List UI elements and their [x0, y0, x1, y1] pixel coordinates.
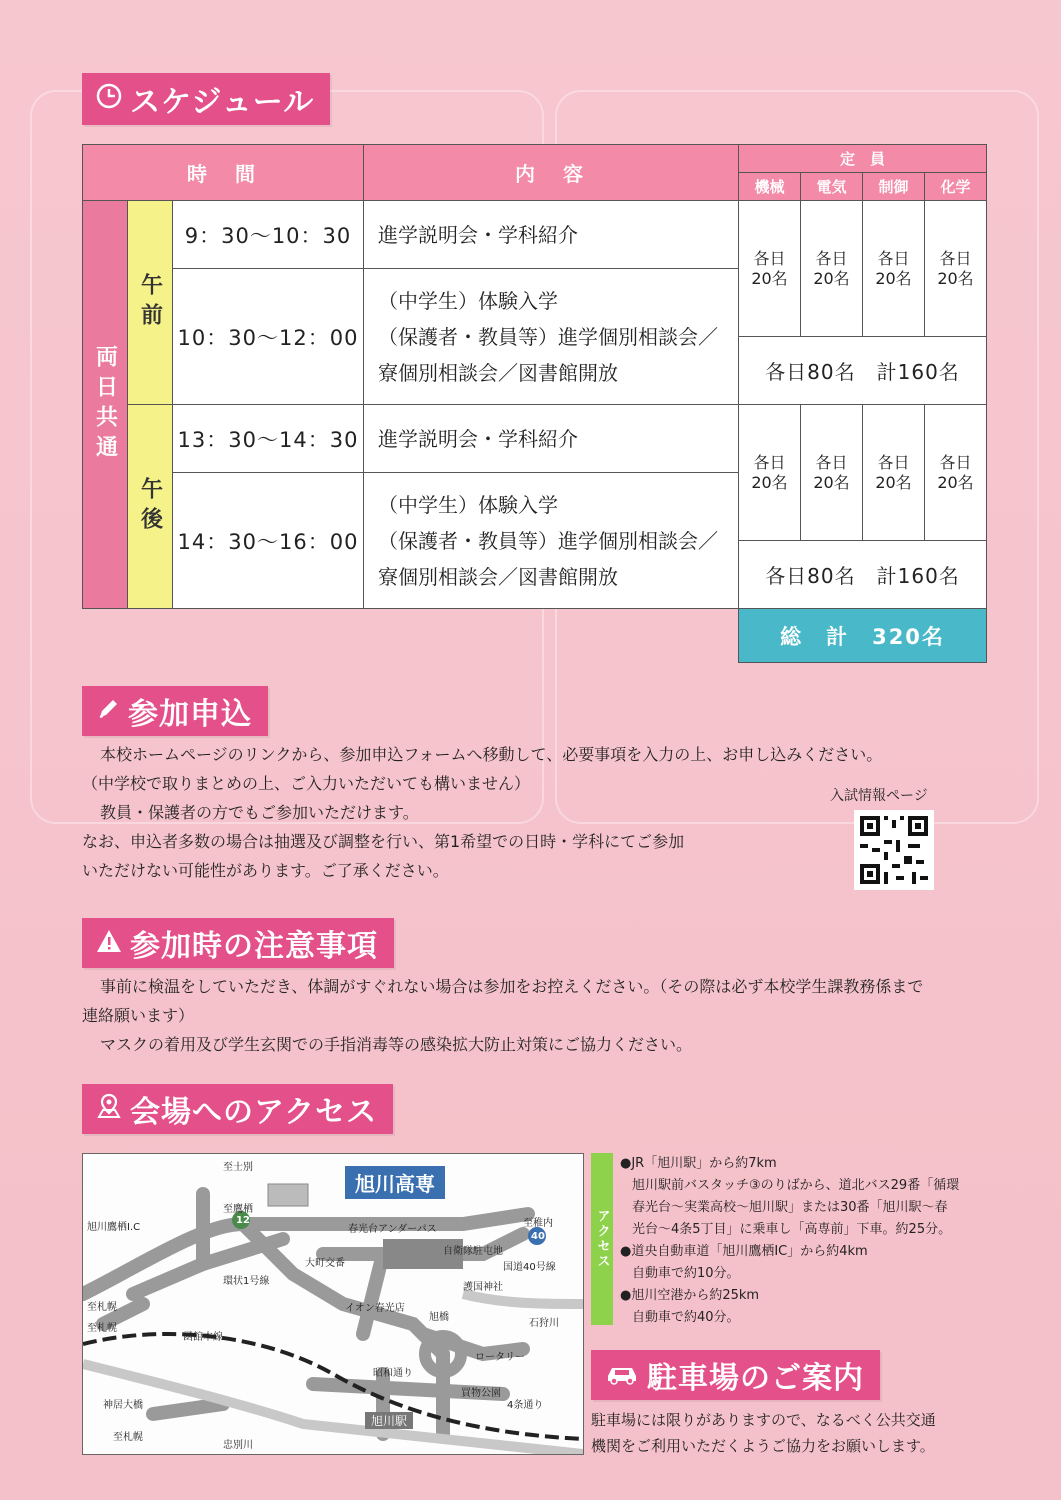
cap-line: 各日: [877, 248, 910, 268]
map-label: 至鷹栖: [223, 1204, 253, 1215]
cap-line: 各日: [939, 248, 972, 268]
access-line: 自動車で約10分。: [632, 1266, 740, 1281]
notes-text: [82, 972, 1002, 1059]
cap-line: 各日: [815, 452, 848, 472]
pm-overall-capacity: 各日80名 計160名: [739, 541, 987, 609]
content-line: （中学生）体験入学: [378, 288, 558, 313]
map-label: 至札幌: [87, 1302, 117, 1313]
content-line: （保護者・教員等）進学個別相談会／: [378, 528, 718, 553]
cap-line: 20名: [875, 268, 912, 288]
access-title: 会場へのアクセス: [130, 1095, 378, 1130]
access-heading: [82, 1084, 393, 1134]
pm-label: 午後: [137, 476, 163, 537]
access-side-text: アクセス: [594, 1209, 610, 1269]
content-line: 寮個別相談会／図書館開放: [378, 564, 618, 589]
map-label: 自衛隊駐屯地: [443, 1246, 503, 1257]
access-line: 自動車で約40分。: [632, 1310, 740, 1325]
schedule-title: スケジュール: [130, 85, 315, 120]
parking-line: 駐車場には限りがありますので、なるべく公共交通: [591, 1411, 936, 1429]
schedule-heading: [82, 73, 330, 125]
am-cap-chemical: [925, 201, 987, 337]
pm-slot1-time: 13：30〜14：30: [173, 405, 364, 473]
pm-cap-mechanical: [739, 405, 801, 541]
parking-line: 機関をご利用いただくようご協力をお願いします。: [591, 1437, 935, 1455]
cap-line: 各日: [753, 248, 786, 268]
access-line: ●道央自動車道「旭川鷹栖IC」から約4km: [620, 1244, 868, 1259]
map-school-label: 旭川高専: [345, 1166, 445, 1199]
pen-icon: [96, 694, 120, 729]
apply-line: 教員・保護者の方でもご参加いただけます。: [100, 803, 419, 822]
content-line: （中学生）体験入学: [378, 492, 558, 517]
am-cap-electrical: [801, 201, 863, 337]
cap-line: 各日: [877, 452, 910, 472]
clock-icon: [96, 82, 122, 117]
map-label: 至札幌: [113, 1432, 143, 1443]
header-content: 内 容: [364, 145, 739, 201]
map-label: 12: [236, 1215, 250, 1226]
map-label: 函館本線: [183, 1332, 223, 1343]
pm-cap-electrical: [801, 405, 863, 541]
dept-electrical: 電気: [801, 173, 863, 201]
header-capacity: 定 員: [739, 145, 987, 173]
common-label: 両日共通: [92, 344, 118, 465]
apply-line: いただけない可能性があります。ご了承ください。: [82, 861, 449, 880]
map-label: 40: [531, 1231, 545, 1242]
content-line: （保護者・教員等）進学個別相談会／: [378, 324, 718, 349]
grand-total: 総 計 320名: [739, 609, 987, 663]
map-pin-icon: [96, 1092, 122, 1127]
map-label: 石狩川: [529, 1318, 559, 1329]
map-label: 環状1号線: [223, 1276, 270, 1287]
map-label: 4条通り: [507, 1400, 544, 1411]
notes-heading: [82, 918, 394, 968]
am-overall-capacity: 各日80名 計160名: [739, 337, 987, 405]
access-line: 光台〜4条5丁目」に乗車し「高専前」下車。約25分。: [632, 1222, 952, 1237]
cap-line: 20名: [937, 268, 974, 288]
apply-text: [82, 740, 982, 885]
apply-line: 本校ホームページのリンクから、参加申込フォームへ移動して、必要事項を入力の上、お申し込みください。: [100, 745, 883, 764]
am-label: 午前: [137, 272, 163, 333]
map-label: 買物公園: [461, 1388, 501, 1399]
map-label: イオン春光店: [345, 1303, 405, 1314]
content-line: 寮個別相談会／図書館開放: [378, 360, 618, 385]
pm-label-cell: [128, 405, 173, 609]
common-label-cell: [83, 201, 128, 609]
access-map[interactable]: [82, 1153, 584, 1455]
map-label: 忠別川: [223, 1440, 253, 1451]
map-label: 大町交番: [305, 1258, 345, 1269]
notes-line: マスクの着用及び学生玄関での手指消毒等の感染拡大防止対策にご協力ください。: [100, 1035, 693, 1054]
map-label: 至士別: [223, 1162, 253, 1173]
cap-line: 20名: [751, 268, 788, 288]
notes-line: 事前に検温をしていただき、体調がすぐれない場合は参加をお控えください。（その際は必ず本校学生課教務係まで: [100, 977, 924, 996]
cap-line: 各日: [753, 452, 786, 472]
notes-title: 参加時の注意事項: [130, 929, 378, 964]
map-label: ロータリー: [475, 1352, 525, 1363]
am-slot1-content: 進学説明会・学科紹介: [364, 201, 739, 269]
cap-line: 各日: [815, 248, 848, 268]
am-cap-control: [863, 201, 925, 337]
pm-slot1-content: 進学説明会・学科紹介: [364, 405, 739, 473]
pm-slot2-content: [364, 473, 739, 609]
access-side-label: [591, 1153, 613, 1325]
map-label: 旭川駅: [365, 1412, 413, 1429]
qr-label: 入試情報ページ: [830, 788, 928, 804]
dept-mechanical: 機械: [739, 173, 801, 201]
spacer-cell: [83, 609, 739, 663]
parking-text: [591, 1407, 936, 1459]
cap-line: 20名: [813, 268, 850, 288]
map-label: 春光台アンダーパス: [348, 1224, 437, 1235]
apply-heading: [82, 686, 268, 736]
am-label-cell: [128, 201, 173, 405]
am-slot1-time: 9：30〜10：30: [173, 201, 364, 269]
map-label: 至稚内: [523, 1218, 553, 1229]
cap-line: 各日: [939, 452, 972, 472]
am-cap-mechanical: [739, 201, 801, 337]
header-time: 時 間: [83, 145, 364, 201]
map-label: 旭川鷹栖I.C: [87, 1222, 141, 1233]
map-label: 国道40号線: [503, 1262, 556, 1273]
access-line: 春光台〜実業高校〜旭川駅」または30番「旭川駅〜春: [632, 1200, 948, 1215]
warning-icon: [96, 926, 122, 961]
apply-line: なお、申込者多数の場合は抽選及び調整を行い、第1希望での日時・学科にてご参加: [82, 832, 685, 851]
cap-line: 20名: [937, 472, 974, 492]
cap-line: 20名: [751, 472, 788, 492]
map-label: 護国神社: [463, 1282, 503, 1293]
pm-cap-chemical: [925, 405, 987, 541]
am-slot2-time: 10：30〜12：00: [173, 269, 364, 405]
cap-line: 20名: [875, 472, 912, 492]
pm-cap-control: [863, 405, 925, 541]
dept-control: 制御: [863, 173, 925, 201]
apply-title: 参加申込: [128, 697, 252, 732]
access-line: ●JR「旭川駅」から約7km: [620, 1156, 777, 1171]
notes-line: 連絡願います）: [82, 1006, 195, 1025]
access-line: 旭川駅前バスタッチ③のりばから、道北バス29番「循環: [632, 1178, 960, 1193]
apply-line: （中学校で取りまとめの上、ご入力いただいても構いません）: [82, 774, 531, 793]
am-slot2-content: [364, 269, 739, 405]
dept-chemical: 化学: [925, 173, 987, 201]
parking-title: 駐車場のご案内: [647, 1361, 864, 1396]
map-label: 昭和通り: [373, 1368, 413, 1379]
access-directions: [620, 1153, 959, 1329]
car-icon: [605, 1358, 639, 1393]
map-label: 至札幌: [87, 1323, 117, 1334]
qr-code[interactable]: [854, 810, 934, 890]
schedule-table: [82, 144, 987, 663]
cap-line: 20名: [813, 472, 850, 492]
map-label: 神居大橋: [103, 1400, 143, 1411]
map-label: 旭橋: [429, 1312, 449, 1323]
pm-slot2-time: 14：30〜16：00: [173, 473, 364, 609]
parking-heading: [591, 1350, 880, 1400]
access-line: ●旭川空港から約25km: [620, 1288, 760, 1303]
